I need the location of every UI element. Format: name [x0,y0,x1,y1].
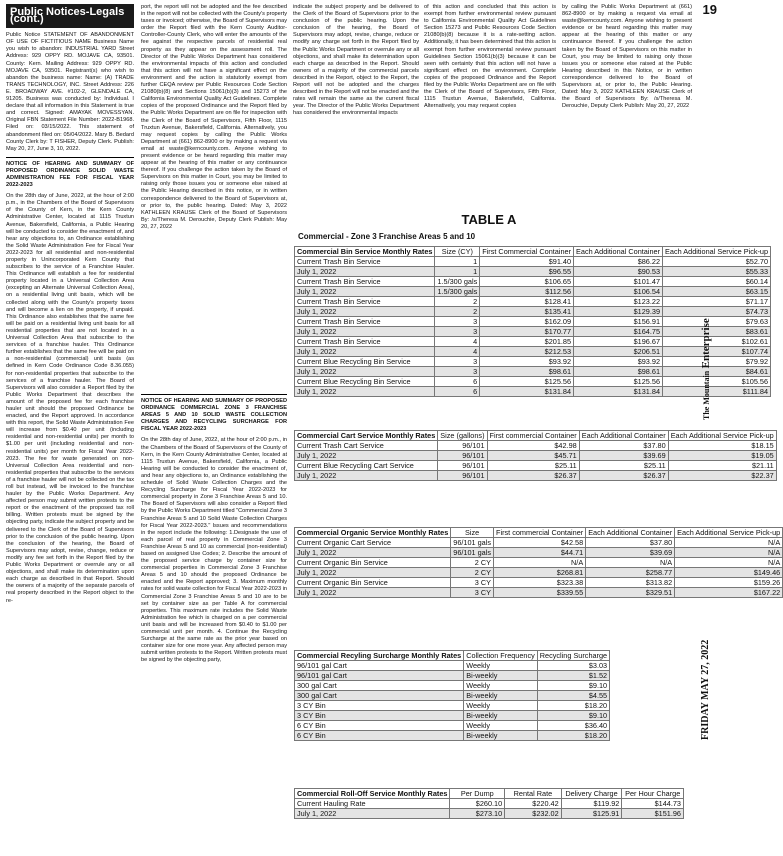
table-cell: $71.17 [663,297,771,307]
table-header-cell: Rental Rate [505,789,561,799]
table-cell: $260.10 [450,799,505,809]
table-cell: 3 CY Bin [295,711,464,721]
table-header-cell: First commercial Container [494,528,586,538]
table-cell: $84.61 [663,367,771,377]
table-cell: 300 gal Cart [295,681,464,691]
table-cell: $273.10 [450,809,505,819]
table-cell: Current Trash Bin Service [295,257,435,267]
table-header-cell: First commercial Container [487,431,579,441]
table-cell: $55.33 [663,267,771,277]
table-cell: $74.73 [663,307,771,317]
table-cell: 2 [435,307,480,317]
table-cell: $101.47 [574,277,663,287]
table-cell: $144.73 [622,799,684,809]
table-cell: $156.91 [574,317,663,327]
table-cell: Weekly [464,661,538,671]
table-cell: 6 CY Bin [295,731,464,741]
table-cell: July 1, 2022 [295,471,438,481]
notice-abandonment: Public Notice STATEMENT OF ABANDONMENT OF USE OF FICTITIOUS NAME Business Name you wish to abandon: INDUSTRIAL YARD Street Address: 929 OPPY RD. MOJAVE CA, 93501. County: Kern. Mailing Address: 929 OPPY RD. MOJAVE CA, 93501. Registrant(s) who wish to abandon the business name: Name: (A) TRADE TRANS TECHNOLOGY, INC. Street Address: 226 E. BROADWAY AVE. #102-2, GLENDALE CA, 91205. Business was conducted by: Individual. I declare that all information in this Statement is true and correct. Signed: AMAYAK MOVESSYAN. Original FBN Statement File Number: 2022-B1968. Filed on: 03/15/2022. This statement of abandonment filed on: 05/04/2022. Mary B. Bedard County Clerk by: T FISHER, Deputy Clerk. Publish: May 20, 27, June 3, 10, 2022. [6,32,134,152]
table-cell: N/A [675,538,783,548]
table-row [295,257,771,267]
table-cell: 3 CY Bin [295,701,464,711]
table-row [295,297,771,307]
table-cell: 1.5/300 gals [435,287,480,297]
table-cell: $9.10 [537,681,609,691]
table-cell: 96/101 gal Cart [295,671,464,681]
table-row [295,307,771,317]
table-header-cell: Commercial Roll-Off Service Monthly Rates [295,789,450,799]
table-cell: 3 [435,327,480,337]
masthead [700,318,712,420]
table-cell: $37.80 [579,441,668,451]
table-cell: 2 [435,297,480,307]
table-cell: July 1, 2022 [295,588,451,598]
table-cell: 3 CY [451,588,494,598]
table-row [295,461,777,471]
column-4 [424,4,556,182]
table-cell: $4.55 [537,691,609,701]
table-cell: $212.53 [480,347,574,357]
column-2-top [141,4,287,230]
table-cell: $258.77 [586,568,675,578]
table-cell: July 1, 2022 [295,367,435,377]
table-cell: $18.20 [537,731,609,741]
table-header-cell: Commercial Organic Service Monthly Rates [295,528,451,538]
table-cell: $25.11 [487,461,579,471]
table-cell: N/A [586,558,675,568]
table-cell: $96.55 [480,267,574,277]
table-row [295,671,610,681]
table-cell: $102.61 [663,337,771,347]
table-cell: 96/101 [438,451,487,461]
table-cell: July 1, 2022 [295,387,435,397]
table-cell: $86.22 [574,257,663,267]
table-header-cell: First Commercial Container [480,247,574,257]
table-cell: $125.91 [561,809,622,819]
table-cell: $129.39 [574,307,663,317]
table-cell: $42.58 [494,538,586,548]
table-header-cell: Per Hour Charge [622,789,684,799]
table-cell: 3 [435,367,480,377]
table-header-cell: Size (CY) [435,247,480,257]
table-cell: $52.70 [663,257,771,267]
table-cell: Current Blue Recycling Bin Service [295,377,435,387]
table-header-cell: Each Additional Service Pick-up [663,247,771,257]
table-header-cell: Delivery Charge [561,789,622,799]
table-cell: $39.69 [579,451,668,461]
table-row [295,441,777,451]
table-cell: Current Trash Bin Service [295,337,435,347]
table-cell: Current Trash Bin Service [295,317,435,327]
table-header-cell: Each Additional Service Pick-up [675,528,783,538]
table-cell: Bi-weekly [464,711,538,721]
table-cell: $339.55 [494,588,586,598]
table-cell: $26.37 [579,471,668,481]
table-header-cell: Each Additional Container [574,247,663,257]
table-row [295,588,783,598]
table-cell: $79.63 [663,317,771,327]
table-cell: July 1, 2022 [295,451,438,461]
table-cell: Current Blue Recycling Cart Service [295,461,438,471]
table-cell: $196.67 [574,337,663,347]
table-cell: 4 [435,337,480,347]
table-cell: Current Organic Cart Service [295,538,451,548]
notice-text: of this action and concluded that this action is exempt from further environmental review pursuant to California Environmental Quality Act Guidelines Section 15273 and Public Resources Code Section 21080(b)(8) because it is a rate-setting action. Additionally, it has been determined that this action is exempt from further environmental review pursuant Guidelines Section 15061(b)(3) because it can be seen with certainty that this action will not have a significant effect on the environment. Complete copies of the proposed Ordinance and the Report filed by the Public Works Department are on file with the Clerk of the Board of Supervisors, Fifth Floor, 1115 Truxtun Avenue, Bakersfield, California. Alternatively, you may request copies [424,4,556,110]
table-cell: Bi-weekly [464,691,538,701]
divider [141,394,287,395]
table-cell: 3 [435,317,480,327]
notice-body-admin-fee: On the 28th day of June, 2022, at the hour of 2:00 p.m., in the Chambers of the Board of Supervisors of the County of Kern, in the Kern County Administrative Center, located at 1115 Truxtun Avenue, Bakersfield, California, a Public Hearing will be conducted to consider the enactment of, and hear any objections to, an Ordinance establishing the Solid Waste Administration Fee for Fiscal Year 2022-2023 for all residential and non-residential property in Unincorporated Kern County that subscribes to the service of a Franchise Hauler. This Ordinance will establish a fee for residential property located in a Universal Collection Area (excepting an Alternate Universal Collection Area), on a residential living unit basis, which will be collected along with the County's property taxes and will become a lien on the property, if unpaid. This Ordinance also establishes that the same fee will be paid on a residential living unit basis for all residential properties that are not located in a Universal Collection Area that subscribe to the services of a franchise hauler. This Ordinance further establishes that the same fee will be paid on a non-residential (commercial) unit basis (as defined in Kern Code Ordinance Code 8.36.055) for non-residential properties that subscribe to the services of a franchise hauler. The Board of Supervisors will also consider a Report filed by the Public Works Department that describes the amount of the proposed fee for each franchise hauler unit should the proposed Ordinance be enacted, and the Report approved. In accordance with this report, the Solid Waste Administration Fee will increase from $0.40 per unit (including residential and non-residential units) per month to $1.00 per unit (including residential and non-residential units) per month for Fiscal Year 2022-2023. The fee for waste generated on non-Universal Collection Area residential and non-residential properties that subscribe to the services of a franchise hauler will not be collected on the tax roll but instead, will be invoiced to the franchise hauler by the Public Works Department. Any affected person may submit written protests to the report or the enactment of the proposed tax roll billing. Written protests must be signed by the objecting party, indicate the subject property and be delivered to the Clerk of the Board of Supervisors prior to the conclusion of the public hearing. Upon the conclusion of the hearing, the Board of Supervisors may adopt, revise, change, reduce or modify any fee set forth in the Report filed by the Public Works Department or overrule any or all objections, and shall make its determination upon each charge as described in that Report. Should the owners of a majority of the separate parcels of real property described in the Report object to the re- [6,193,134,604]
table-cell: July 1, 2022 [295,267,435,277]
table-row [295,267,771,277]
table-cell: $128.41 [480,297,574,307]
section-header: Public Notices-Legals (cont.) [6,4,134,28]
table-row [295,799,684,809]
table-cell: 1 [435,257,480,267]
table-cell: 6 [435,377,480,387]
table-cell: Current Blue Recycling Bin Service [295,357,435,367]
table-cell: Bi-weekly [464,671,538,681]
column-2-bottom [141,394,287,852]
table-cell: $79.92 [663,357,771,367]
table-cell: $149.46 [675,568,783,578]
table-cell: 96/101 [438,441,487,451]
table-cell: $18.20 [537,701,609,711]
table-cell: $22.37 [668,471,776,481]
table-cell: $206.51 [574,347,663,357]
table-cell: $164.75 [574,327,663,337]
table-row [295,809,684,819]
table-row [295,691,610,701]
table-cell: $232.02 [505,809,561,819]
table-row [295,558,783,568]
table-cell: $45.71 [487,451,579,461]
table-cell: $44.71 [494,548,586,558]
table-row [295,451,777,461]
table-cell: $170.77 [480,327,574,337]
page-number: 19 [702,2,717,17]
table-cell: $90.53 [574,267,663,277]
table-cell: Current Trash Cart Service [295,441,438,451]
table-cell: 96/101 [438,471,487,481]
table-cell: $98.61 [480,367,574,377]
table-cell: 2 CY [451,558,494,568]
table-cell: 3 CY [451,578,494,588]
table-title: TABLE A [461,212,517,227]
table-cell: $106.54 [574,287,663,297]
table-header-cell: Size (gallons) [438,431,487,441]
column-5 [562,4,692,182]
table-cell: 300 gal Cart [295,691,464,701]
table-cell: $36.40 [537,721,609,731]
table-cell: July 1, 2022 [295,327,435,337]
table-cell: Current Trash Bin Service [295,297,435,307]
table-cell: $3.03 [537,661,609,671]
table-cell: $323.38 [494,578,586,588]
table-cell: July 1, 2022 [295,287,435,297]
table-cell: Current Hauling Rate [295,799,450,809]
table-header-cell: Commercial Bin Service Monthly Rates [295,247,435,257]
table-cell: $91.40 [480,257,574,267]
table-cell: $329.51 [586,588,675,598]
table-cell: $25.11 [579,461,668,471]
table-row [295,538,783,548]
notice-head-admin-fee: NOTICE OF HEARING AND SUMMARY OF PROPOSED ORDINANCE SOLID WASTE ADMINISTRATION FEE FOR FISCAL YEAR 2022-2023 [6,160,134,189]
table-cell: N/A [675,558,783,568]
table-cell: July 1, 2022 [295,809,450,819]
table-cell: July 1, 2022 [295,568,451,578]
table-cell: $125.56 [574,377,663,387]
table-cell: $105.56 [663,377,771,387]
column-3 [293,4,419,182]
table-recycling-surcharge [294,650,610,741]
table-cell: $42.98 [487,441,579,451]
table-cell: $268.81 [494,568,586,578]
table-row [295,568,783,578]
table-cell: $131.84 [480,387,574,397]
table-cell: Current Trash Bin Service [295,277,435,287]
table-header-cell: Each Additional Service Pick-up [668,431,776,441]
table-cell: Weekly [464,721,538,731]
table-cell: $83.61 [663,327,771,337]
table-header-cell: Each Additional Container [579,431,668,441]
table-subtitle: Commercial - Zone 3 Franchise Areas 5 and 10 [298,232,476,241]
table-cell: 1 [435,267,480,277]
table-cell: $98.61 [574,367,663,377]
table-header-row [295,651,610,661]
notice-head-zone3: NOTICE OF HEARING AND SUMMARY OF PROPOSED ORDINANCE COMMERCIAL ZONE 3 FRANCHISE AREAS 5 AND 10 SOLID WASTE COLLECTION CHARGES AND RECYCLING SURCHARGE FOR FISCAL YEAR 2022-2023 [141,398,287,433]
table-row [295,471,777,481]
table-cell: $18.15 [668,441,776,451]
table-cell: $159.26 [675,578,783,588]
notice-text: by calling the Public Works Department at (661) 862-8900 or by making a request via email at waste@kerncounty.com. Anyone wishing to present evidence or be heard regarding this matter may appear at the hearing of this matter or any continuance thereof. If you challenge the action taken by the Board of Supervisors on this matter in Court, you may be limited to raising only those issues you or someone else raised at the Public Hearing described in this Notice, or in written correspondence delivered to the Board of Supervisors at, or prior to, the Public Hearing. Dated: May 3, 2022 KATHLEEN KRAUSE Clerk of the Board of Supervisors By: /s/Theresa M. Derouchie, Deputy Clerk Publish: May 20, 27, 2022 [562,4,692,110]
table-organic-service [294,527,783,598]
table-cell: July 1, 2022 [295,347,435,357]
table-row [295,548,783,558]
table-header-row [295,247,771,257]
table-cell: $125.56 [480,377,574,387]
table-cell: 3 [435,357,480,367]
table-cell: $26.37 [487,471,579,481]
table-header-cell: Commercial Cart Service Monthly Rates [295,431,438,441]
table-header-cell: Per Dump [450,789,505,799]
table-cell: $1.52 [537,671,609,681]
table-header-row [295,789,684,799]
table-cell: 6 [435,387,480,397]
notice-continuation: port, the report will not be adopted and the fee described in the report will not be collected with the County's property taxes or invoiced; otherwise, the Board of Supervisors may order the Report filed with the Kern County Auditor-Controller-County Clerk, who will enter the amounts of the fee against the respective parcels of residential real property as they appear on the assessment roll. The Director of the Public Works Department has considered the environmental impacts of this action and concluded that this action will not have a significant effect on the environment and the action is statutorily exempt from further CEQA review per Public Resources Code Section 21080(b)(8) and Sections 15061(b)(3) and 15273 of the California Environmental Quality Act Guidelines. Complete copies of the proposed Ordinance and the Report filed by the Public Works Department are on file for inspection with the Clerk of the Board of Supervisors, Fifth Floor, 1115 Truxtun Avenue, Bakersfield, California. Alternatively, you may request copies by calling the Public Works Department at (661) 862-8900 or by making a request via email at waste@kerncounty.com. Anyone wishing to present evidence or be heard regarding this matter may appear at the hearing of this matter or any continuance thereof. If you challenge the action taken by the Board of Supervisors on this matter in Court, you may be limited to raising only those issues you or someone else raised at the Public Hearing described in this notice, or in written correspondence delivered to the Board of Supervisors at, or prior to, the public hearing. Dated: May 3, 2022 KATHLEEN KRAUSE Clerk of the Board of Supervisors By: /s/Theresa M. Derouchie, Deputy Clerk Publish: May 20, 27, 2022 [141,4,287,230]
table-row [295,721,610,731]
table-cell: $112.56 [480,287,574,297]
table-cell: 96/101 gal Cart [295,661,464,671]
divider [6,157,134,158]
table-cell: 2 CY [451,568,494,578]
table-cell: Bi-weekly [464,731,538,741]
table-cell: N/A [675,548,783,558]
table-cell: 1.5/300 gals [435,277,480,287]
notice-text: indicate the subject property and be delivered to the Clerk of the Board of Supervisors prior to the conclusion of the public hearing. Upon the conclusion of the hearing, the Board of Supervisors may adopt, revise, change, reduce or modify any charge set forth in the Report filed by the Public Works Department or overrule any or all objections, and shall make its determination upon each charge as described in the Report. Should owners of a majority of the commercial parcels described in the Report, object to the Report, the Report will not be adopted and the charges described in the Report will not be enacted and the rates will remain the same as the current fiscal year. The Director of the Public Works Department has considered the environmental impacts [293,4,419,117]
table-cell: $220.42 [505,799,561,809]
table-cell: 96/101 gals [451,538,494,548]
table-row [295,711,610,721]
table-cell: $63.15 [663,287,771,297]
table-cell: $162.09 [480,317,574,327]
table-cell: $201.85 [480,337,574,347]
table-cell: $123.22 [574,297,663,307]
table-cell: N/A [494,558,586,568]
table-row [295,731,610,741]
table-cell: Weekly [464,701,538,711]
table-cell: $151.96 [622,809,684,819]
table-cell: $313.82 [586,578,675,588]
table-cell: $93.92 [480,357,574,367]
table-cell: $135.41 [480,307,574,317]
table-cell: July 1, 2022 [295,548,451,558]
table-header-row [295,528,783,538]
table-cell: $106.65 [480,277,574,287]
table-cell: Current Organic Bin Service [295,578,451,588]
table-header-cell: Collection Frequency [464,651,538,661]
table-cart-service [294,430,777,481]
table-cell: $107.74 [663,347,771,357]
table-cell: $119.92 [561,799,622,809]
table-cell: 6 CY Bin [295,721,464,731]
table-rolloff-service [294,788,684,819]
table-cell: $111.84 [663,387,771,397]
table-cell: 4 [435,347,480,357]
table-cell: Weekly [464,681,538,691]
table-cell: $167.22 [675,588,783,598]
masthead-small: The Mountain [702,370,711,420]
table-row [295,681,610,691]
table-cell: 96/101 [438,461,487,471]
table-row [295,287,771,297]
table-cell: $21.11 [668,461,776,471]
side-date: FRIDAY MAY 27, 2022 [700,639,711,740]
table-cell: $131.84 [574,387,663,397]
table-cell: $39.69 [586,548,675,558]
table-header-row [295,431,777,441]
table-cell: 96/101 gals [451,548,494,558]
table-header-cell: Size [451,528,494,538]
table-header-cell: Recycling Surcharge [537,651,609,661]
table-header-cell: Commercial Recyling Surcharge Monthly Rates [295,651,464,661]
table-cell: July 1, 2022 [295,307,435,317]
table-cell: $19.05 [668,451,776,461]
masthead-large: Enterprise [700,318,712,369]
table-header-cell: Each Additional Container [586,528,675,538]
table-cell: $93.92 [574,357,663,367]
notice-body-zone3: On the 28th day of June, 2022, at the hour of 2:00 p.m., in the Chambers of the Board of Supervisors of the County of Kern, in the Kern County Administrative Center, located at 1115 Truxtun Avenue, Bakersfield, California, a Public Hearing will be conducted to consider the enactment of, and hear any objections to, an Ordinance establishing the schedule of Solid Waste Collection Charges and the Recycling Surcharge for Fiscal Year 2022-2023 for commercial property in Zone 3 Franchise Areas 5 and 10. The Board of Supervisors will also consider a Report filed by the Public Works Department titled "Commercial Zone 3 Franchise Areas 5 and 10 Solid Waste Collection Charges for Fiscal Year 2022-2023." Issues and recommendations in the report include the following: 1.Designate the use of each parcel of real property in Commercial Zone 3 Franchise Areas 5 and 10 as commercial (non-residential) based on assigned Use Codes; 2. Describe the amount of the proposed service charge by container size for commercial properties in Commercial Zone 3 Franchise Areas 5 and 10 should the proposed Ordinance be enacted and the Report approved; 3. Maximum monthly rates for solid waste collection for Fiscal Year 2022-2023 in Commercial Zone 3 Franchise Areas 5 and 10 are to be set by container size as per Table A for commercial properties. This maximum rate includes the Solid Waste Administration fee which is charged on a per commercial unit basis and will be increased from $0.40 to $1.00 per commercial unit per month. 4. Continue the Recycling Surcharge at the same rate as the prior year based on container size for one more year. Any affected person may submit written protests to the Report. Written protests must be signed by the objecting party, [141,437,287,664]
table-row [295,661,610,671]
table-cell: $37.80 [586,538,675,548]
column-1 [6,4,134,852]
table-row [295,277,771,287]
table-cell: $9.10 [537,711,609,721]
table-cell: Current Organic Bin Service [295,558,451,568]
table-cell: $60.14 [663,277,771,287]
table-row [295,701,610,711]
table-row [295,578,783,588]
